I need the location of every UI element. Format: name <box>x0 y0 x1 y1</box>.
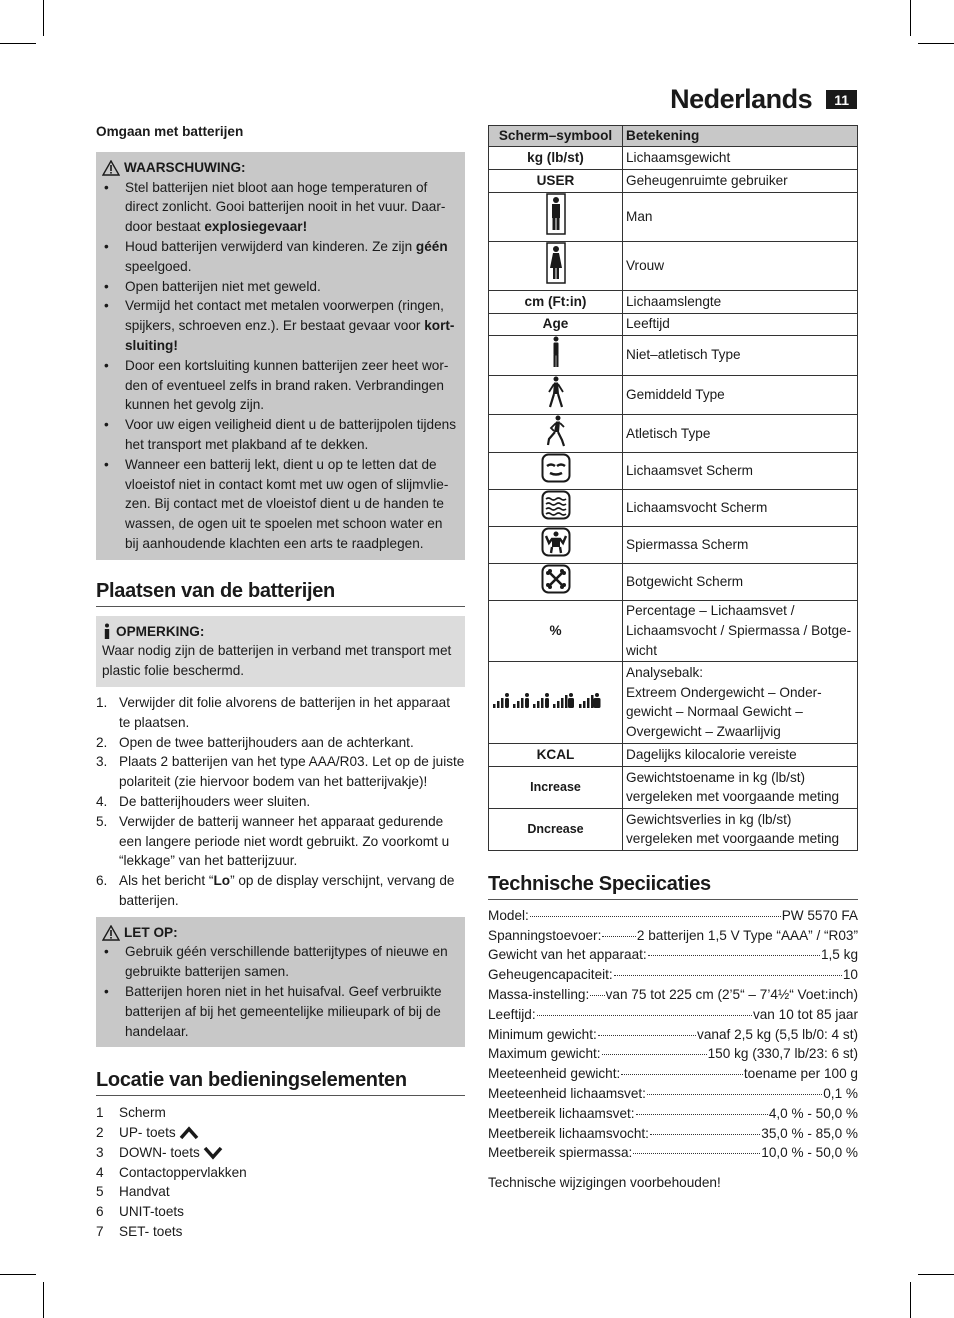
spec-leader-dots <box>537 1015 752 1016</box>
symbol-text: KCAL <box>536 747 575 763</box>
caution-item: • Gebruik géén verschillende batterijtypes of nieuwe en gebruikte batterijen samen. <box>102 942 457 982</box>
table-row <box>489 375 858 414</box>
control-item <box>96 1182 465 1202</box>
table-cell-meaning: Lichaamsvocht Scherm <box>623 490 858 527</box>
table-cell-meaning: Vrouw <box>623 241 858 290</box>
control-label: Scherm <box>119 1105 166 1121</box>
spec-leader-dots <box>647 1094 822 1095</box>
table-row <box>489 661 858 743</box>
warning-item-pre: Houd batterijen verwijderd van kinderen. Ze zijn <box>125 238 416 254</box>
table-row <box>489 743 858 766</box>
spec-row <box>488 985 858 1005</box>
tech-heading: Technische Speciicaties <box>488 875 858 900</box>
symbol-text: USER <box>536 172 575 188</box>
table-row <box>489 169 858 192</box>
step-item <box>96 792 465 812</box>
crop-mark <box>0 1274 36 1275</box>
table-cell-symbol <box>489 313 623 335</box>
warning-list <box>102 178 457 554</box>
spec-value: PW 5570 FA <box>781 907 858 923</box>
table-row <box>489 313 858 335</box>
table-cell-meaning: Lichaamslengte <box>623 290 858 313</box>
step-item <box>96 812 465 871</box>
step-number: 3. <box>96 754 108 770</box>
note-text: Waar nodig zijn de batterijen in verband met transport met plastic folie beschermd. <box>102 643 452 679</box>
caution-title-text: LET OP: <box>124 924 178 940</box>
spec-row <box>488 1124 858 1144</box>
caution-title <box>102 923 457 943</box>
table-cell-symbol <box>489 169 623 192</box>
table-header-symbol: Scherm–symbool <box>489 126 623 147</box>
step-item <box>96 752 465 792</box>
spec-row <box>488 965 858 985</box>
plaatsen-heading: Plaatsen van de batterijen <box>96 582 465 607</box>
table-row <box>489 766 858 808</box>
spec-leader-dots <box>602 936 635 937</box>
step-text: De batterijhouders weer sluiten. <box>119 793 311 809</box>
step-text: Open de twee batterijhouders aan de achterkant. <box>119 734 414 750</box>
symbol-text: Increase <box>530 780 581 795</box>
step-item <box>96 871 465 911</box>
tech-footer: Technische wijzigingen voorbehouden! <box>488 1175 721 1191</box>
spec-list <box>488 906 858 1163</box>
table-cell-symbol <box>489 241 623 290</box>
analysis-bar-icon <box>493 692 619 708</box>
left-column <box>96 122 465 1242</box>
spec-leader-dots <box>598 1035 696 1036</box>
control-item <box>96 1163 465 1183</box>
batteries-subheading: Omgaan met batterijen <box>96 124 244 139</box>
table-row <box>489 563 858 600</box>
control-number: 2 <box>96 1125 104 1141</box>
spec-leader-dots <box>614 975 842 976</box>
control-item <box>96 1103 465 1123</box>
table-cell-meaning: Lichaamsgewicht <box>623 146 858 169</box>
table-cell-meaning: Gewichtsverlies in kg (lb/st) vergeleken met voorgaande meting <box>623 808 858 850</box>
spec-value: 150 kg (330,7 lb/23: 6 st) <box>707 1046 858 1062</box>
spec-row <box>488 1104 858 1124</box>
spec-row <box>488 1143 858 1163</box>
step-number: 5. <box>96 813 108 829</box>
warning-item-post: speelgoed. <box>125 258 192 274</box>
step-number: 1. <box>96 694 108 710</box>
table-cell-meaning: Lichaamsvet Scherm <box>623 453 858 490</box>
step-text-end: ” op de display verschijnt, vervang de batterijen. <box>119 873 455 908</box>
table-cell-meaning: Geheugenruimte gebruiker <box>623 169 858 192</box>
symbol-text: kg (lb/st) <box>527 149 584 165</box>
control-number: 6 <box>96 1204 104 1220</box>
table-cell-meaning: Dagelijks kilocalorie vereiste <box>623 743 858 766</box>
step-text-bold: Lo <box>213 873 231 889</box>
control-number: 7 <box>96 1224 104 1240</box>
warning-item <box>102 356 457 415</box>
crop-mark <box>918 1274 954 1275</box>
table-row <box>489 290 858 313</box>
step-text: Als het bericht “ <box>119 873 214 889</box>
up-arrow-icon <box>179 1126 199 1140</box>
spec-value: 2 batterijen 1,5 V Type “AAA” / “R03” <box>636 927 858 943</box>
spec-label: Meeteenheid gewicht: <box>488 1066 621 1082</box>
spec-leader-dots <box>650 1134 760 1135</box>
table-cell-symbol <box>489 290 623 313</box>
spec-label: Meetbereik lichaamsvet: <box>488 1105 635 1121</box>
info-icon <box>102 623 112 639</box>
table-cell-meaning: Man <box>623 192 858 241</box>
spec-label: Meeteenheid lichaamsvet: <box>488 1085 646 1101</box>
table-cell-meaning: Gewichtstoename in kg (lb/st) vergeleken met voorgaande meting <box>623 766 858 808</box>
control-item <box>96 1143 465 1163</box>
step-number: 4. <box>96 793 108 809</box>
spec-leader-dots <box>636 1114 768 1115</box>
step-text: Plaats 2 batterijen van het type AAA/R03. Let op de juiste polariteit (zie hiervoor bodem van het batterijvakje)! <box>119 754 465 790</box>
table-cell-symbol <box>489 743 623 766</box>
spec-row <box>488 945 858 965</box>
symbol-text: % <box>549 623 562 639</box>
athletic-figure-icon <box>545 415 567 447</box>
table-row <box>489 490 858 527</box>
table-row <box>489 241 858 290</box>
table-cell-symbol <box>489 414 623 453</box>
spec-value: toename per 100 g <box>743 1066 858 1082</box>
note-title-text: OPMERKING: <box>116 623 205 639</box>
table-row <box>489 335 858 375</box>
average-figure-icon <box>545 376 567 408</box>
control-label: SET- toets <box>119 1224 183 1240</box>
right-column <box>488 125 858 1193</box>
spec-label: Meetbereik spiermassa: <box>488 1145 633 1161</box>
warning-item <box>102 277 457 297</box>
spec-label: Leeftijd: <box>488 1006 536 1022</box>
table-cell-meaning: Atletisch Type <box>623 414 858 453</box>
table-row <box>489 192 858 241</box>
warning-item <box>102 237 457 277</box>
table-cell-meaning: Botgewicht Scherm <box>623 563 858 600</box>
spec-label: Geheugencapaciteit: <box>488 967 613 983</box>
table-cell-meaning: Gemiddeld Type <box>623 375 858 414</box>
note-title <box>102 622 457 642</box>
page-title: Nederlands <box>670 84 813 114</box>
control-label: Handvat <box>119 1184 170 1200</box>
table-cell-meaning: Analysebalk: Extreem Ondergewicht – Onder-gewicht – Normaal Gewicht – Overgewicht – Zwaarlijvig <box>623 661 858 743</box>
control-label: Contactoppervlakken <box>119 1164 247 1180</box>
warning-title-text: WAARSCHUWING: <box>124 159 246 175</box>
table-cell-symbol <box>489 192 623 241</box>
body-fat-icon <box>541 453 571 483</box>
warning-item <box>102 455 457 554</box>
controls-list <box>96 1103 465 1242</box>
step-text: Verwijder dit folie alvorens de batterijen in het apparaat te plaatsen. <box>119 694 450 730</box>
warning-triangle-icon <box>102 160 120 176</box>
step-item <box>96 733 465 753</box>
warning-item-bold: kort-sluiting! <box>125 318 455 353</box>
table-row <box>489 527 858 564</box>
spec-leader-dots <box>530 916 781 917</box>
spec-leader-dots <box>648 955 820 956</box>
step-number: 6. <box>96 873 108 889</box>
table-cell-symbol <box>489 490 623 527</box>
spec-label: Spanningstoevoer: <box>488 927 602 943</box>
crop-mark <box>918 43 954 44</box>
step-text: Verwijder de batterij wanneer het apparaat gedurende een langere periode niet wordt gebruikt. Zo voorkomt u “lekkage” van het batterijzuur. <box>119 813 450 869</box>
warning-item <box>102 178 457 237</box>
warning-box <box>96 152 465 560</box>
control-item <box>96 1222 465 1242</box>
spec-label: Gewicht van het apparaat: <box>488 947 647 963</box>
spec-row <box>488 1044 858 1064</box>
spec-row <box>488 906 858 926</box>
step-item <box>96 693 465 733</box>
woman-icon <box>546 242 566 284</box>
warning-item-bold: géén <box>415 238 448 254</box>
spec-row <box>488 1064 858 1084</box>
control-item <box>96 1202 465 1222</box>
control-label: UP- toets <box>119 1125 176 1141</box>
spec-value: van 75 tot 225 cm (2’5“ – 7’4½“ Voet:inch) <box>605 986 858 1002</box>
warning-item-pre: Stel batterijen niet bloot aan hoge temperaturen of direct zonlicht. Gooi batterijen nooit in het vuur. Daar-door bestaat <box>125 179 446 235</box>
table-header-row <box>489 126 858 147</box>
table-row <box>489 808 858 850</box>
table-cell-symbol <box>489 527 623 564</box>
steps-list <box>96 693 465 911</box>
spec-row <box>488 1025 858 1045</box>
table-cell-meaning: Spiermassa Scherm <box>623 527 858 564</box>
caution-box <box>96 917 465 1048</box>
page-number: 11 <box>826 90 857 109</box>
spec-value: 10,0 % - 50,0 % <box>761 1145 858 1161</box>
warning-title <box>102 158 457 178</box>
table-cell-meaning: Leeftijd <box>623 313 858 335</box>
table-row <box>489 146 858 169</box>
caution-item: • Batterijen horen niet in het huisafval. Geef verbruikte batterijen af bij het gemeentelijke milieupark of bij de handelaar. <box>102 982 457 1041</box>
spec-row <box>488 1005 858 1025</box>
spec-label: Minimum gewicht: <box>488 1026 597 1042</box>
table-header-meaning: Betekening <box>623 126 858 147</box>
control-number: 4 <box>96 1164 104 1180</box>
spec-value: vanaf 2,5 kg (5,5 lb/0: 4 st) <box>697 1026 858 1042</box>
table-cell-symbol <box>489 766 623 808</box>
table-row <box>489 414 858 453</box>
spec-value: 0,1 % <box>823 1085 858 1101</box>
symbol-text: cm (Ft:in) <box>524 293 587 309</box>
warning-item <box>102 296 457 355</box>
spec-label: Model: <box>488 907 529 923</box>
spec-value: 35,0 % - 85,0 % <box>761 1125 858 1141</box>
spec-leader-dots <box>590 995 604 996</box>
symbol-text: Dncrease <box>527 822 584 837</box>
spec-leader-dots <box>621 1074 743 1075</box>
table-row <box>489 600 858 661</box>
spec-row <box>488 926 858 946</box>
spec-leader-dots <box>633 1153 760 1154</box>
crop-mark <box>910 0 911 36</box>
crop-mark <box>43 0 44 36</box>
spec-label: Massa-instelling: <box>488 986 590 1002</box>
warning-item-pre: Wanneer een batterij lekt, dient u op te letten dat de vloeistof niet in contact komt met uw ogen of slijmvlie-zen. Bij contact met de vloeistof dient u de handen te wassen, de ogen uit te spoelen met schoon water en bij aanhoudende klachten een arts te raadplegen. <box>125 456 449 551</box>
spec-value: van 10 tot 85 jaar <box>752 1006 858 1022</box>
warning-item-pre: Voor uw eigen veiligheid dient u de batterijpolen tijdens het transport met plakband af te dekken. <box>125 417 457 452</box>
warning-item-pre: Door een kortsluiting kunnen batterijen zeer heet wor-den of eventueel zelfs in brand raken. Verbrandingen kunnen het gevolg zijn. <box>125 357 449 413</box>
symbol-text: Age <box>542 316 569 332</box>
spec-leader-dots <box>602 1054 707 1055</box>
caution-list <box>102 942 457 1041</box>
control-number: 1 <box>96 1105 104 1121</box>
table-row <box>489 453 858 490</box>
control-number: 5 <box>96 1184 104 1200</box>
warning-item <box>102 415 457 455</box>
table-cell-symbol <box>489 563 623 600</box>
table-cell-symbol <box>489 146 623 169</box>
spec-value: 10 <box>842 967 858 983</box>
crop-mark <box>910 1282 911 1318</box>
control-number: 3 <box>96 1144 104 1160</box>
bone-weight-icon <box>541 564 571 594</box>
page-header <box>670 84 857 115</box>
warning-item-bold: explosiegevaar! <box>204 219 308 235</box>
spec-value: 4,0 % - 50,0 % <box>768 1105 858 1121</box>
table-cell-symbol <box>489 375 623 414</box>
spec-row <box>488 1084 858 1104</box>
table-cell-symbol <box>489 453 623 490</box>
symbol-table <box>488 125 858 851</box>
muscle-mass-icon <box>541 527 571 557</box>
warning-item-pre: Vermijd het contact met metalen voorwerpen (ringen, spijkers, schroeven enz.). Er bestaat gevaar voor <box>125 298 444 334</box>
control-label: UNIT-toets <box>119 1204 184 1220</box>
table-cell-symbol <box>489 600 623 661</box>
down-arrow-icon <box>203 1146 223 1160</box>
table-cell-symbol <box>489 335 623 375</box>
spec-label: Maximum gewicht: <box>488 1046 601 1062</box>
step-number: 2. <box>96 734 108 750</box>
locatie-heading: Locatie van bedieningselementen <box>96 1071 465 1096</box>
body-water-icon <box>541 490 571 520</box>
warning-triangle-icon <box>102 925 120 941</box>
control-item <box>96 1123 465 1143</box>
spec-value: 1,5 kg <box>820 947 858 963</box>
control-label: DOWN- toets <box>119 1144 200 1160</box>
crop-mark <box>0 43 36 44</box>
spec-label: Meetbereik lichaamsvocht: <box>488 1125 649 1141</box>
non-athletic-figure-icon <box>549 336 563 368</box>
man-icon <box>546 193 566 235</box>
warning-item-pre: Open batterijen niet met geweld. <box>125 278 321 294</box>
note-box <box>96 616 465 687</box>
table-cell-symbol <box>489 808 623 850</box>
table-cell-meaning: Percentage – Lichaamsvet / Lichaamsvocht / Spiermassa / Botge-wicht <box>623 600 858 661</box>
table-cell-meaning: Niet–atletisch Type <box>623 335 858 375</box>
crop-mark <box>43 1282 44 1318</box>
table-cell-symbol <box>489 661 623 743</box>
